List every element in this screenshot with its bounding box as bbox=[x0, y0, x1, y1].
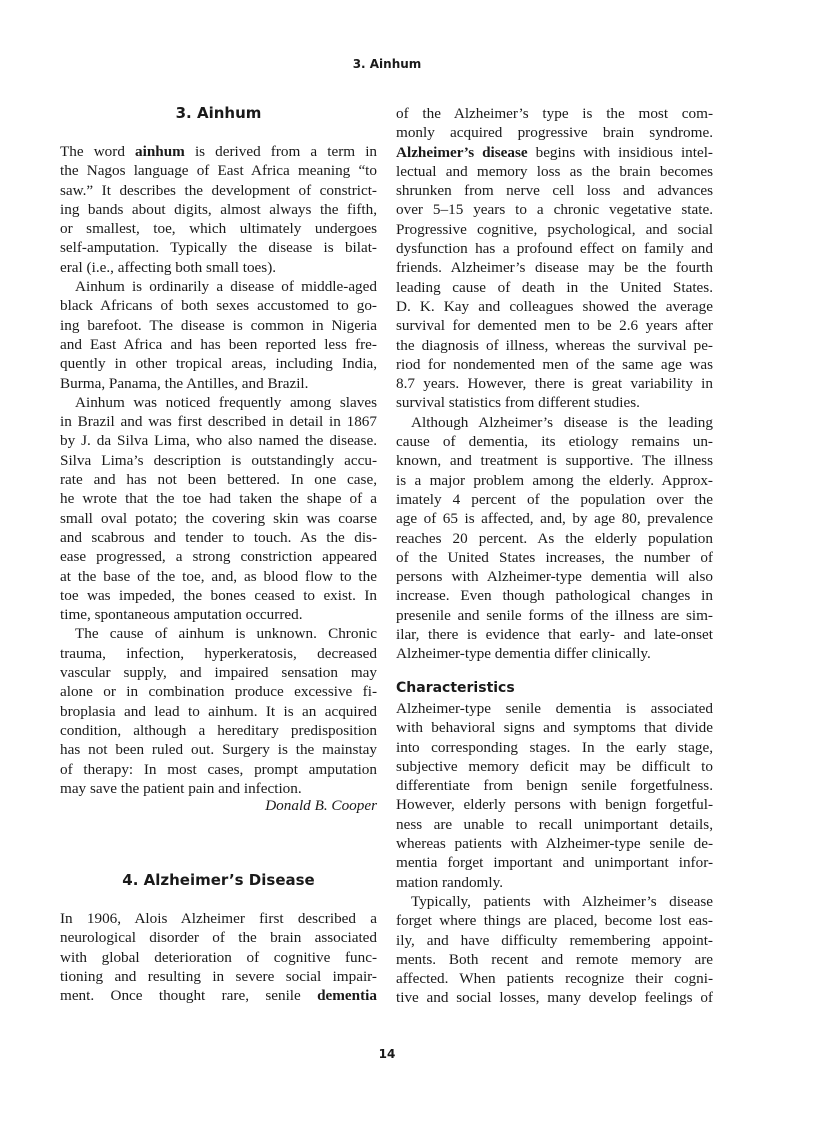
text-line: quently in other tropical areas, including India, bbox=[60, 355, 377, 373]
text-line: alone or in combination produce excessive fi- bbox=[60, 683, 377, 701]
text-line: known, and treatment is supportive. The illness bbox=[396, 452, 713, 470]
text-line: into corresponding stages. In the early stage, bbox=[396, 738, 713, 756]
text-line: time, spontaneous amputation occurred. bbox=[60, 606, 303, 624]
text-line: However, elderly persons with benign forgetful- bbox=[396, 796, 713, 814]
text-line: shrunken from nerve cell loss and advances bbox=[396, 182, 713, 200]
text-line: over 5–15 years to a chronic vegetative state. bbox=[396, 201, 713, 219]
text-line: black Africans of both sexes accustomed to go- bbox=[60, 297, 377, 315]
bold-term: dementia bbox=[317, 987, 377, 1005]
text-line: age of 65 is affected, and, by age 80, prevalence bbox=[396, 510, 713, 528]
text-line: rate and has not been bettered. In one case, bbox=[60, 471, 377, 489]
text-line: Although Alzheimer’s disease is the leading bbox=[411, 413, 713, 431]
text-line: 8.7 years. However, there is great variability in bbox=[396, 375, 713, 393]
text-line: lectual and memory loss as the brain becomes bbox=[396, 162, 713, 180]
text-line: by J. da Silva Lima, who also named the disease. bbox=[60, 432, 377, 450]
text-line: cause of dementia, its etiology remains un- bbox=[396, 433, 713, 451]
text-line: D. K. Kay and colleagues showed the average bbox=[396, 297, 713, 315]
text-line: ing barefoot. The disease is common in Nigeria bbox=[60, 316, 377, 334]
text-line: or smallest, toe, which ultimately undergoes bbox=[60, 220, 377, 238]
text-line: friends. Alzheimer’s disease may be the fourth bbox=[396, 259, 713, 277]
text-segment: begins with insidious intel- bbox=[527, 143, 713, 161]
text-line: condition, although a hereditary predisposition bbox=[60, 721, 377, 739]
alzheimers-body-right bbox=[396, 104, 713, 664]
running-head: 3. Ainhum bbox=[352, 57, 422, 71]
author-signature: Donald B. Cooper bbox=[265, 797, 377, 814]
text-line: riod for nondemented men of the same age was bbox=[396, 355, 713, 373]
text-line: persons with Alzheimer-type dementia will also bbox=[396, 568, 713, 586]
text-line bbox=[60, 142, 377, 161]
text-line: whereas patients with Alzheimer-type senile de- bbox=[396, 835, 713, 853]
text-line: Ainhum was noticed frequently among slaves bbox=[75, 393, 377, 411]
text-line: self-amputation. Typically the disease is bilat- bbox=[60, 239, 377, 257]
text-line: saw.” It describes the development of constrict- bbox=[60, 181, 377, 199]
text-line: monly acquired progressive brain syndrome. bbox=[396, 124, 713, 142]
text-line: he wrote that the toe had taken the shape of a bbox=[60, 490, 377, 508]
text-line: dysfunction has a profound effect on family and bbox=[396, 240, 713, 258]
text-line: The cause of ainhum is unknown. Chronic bbox=[75, 625, 377, 643]
text-line: is a major problem among the elderly. Approx- bbox=[396, 471, 713, 489]
text-line: presenile and senile forms of the illness are sim- bbox=[396, 606, 713, 624]
text-line: affected. When patients recognize their cogni- bbox=[396, 970, 713, 988]
text-line: reaches 20 percent. As the elderly population bbox=[396, 529, 713, 547]
text-line: survival statistics from different studies. bbox=[396, 394, 640, 412]
text-line: ilar, there is evidence that early- and late-onset bbox=[396, 626, 713, 644]
text-line: ments. Both recent and remote memory are bbox=[396, 950, 713, 968]
section-heading-alzheimers: 4. Alzheimer’s Disease bbox=[122, 871, 315, 889]
ainhum-body bbox=[60, 142, 377, 798]
text-segment: The word bbox=[60, 143, 136, 160]
text-line: the Nagos language of East Africa meaning “to bbox=[60, 162, 377, 180]
text-line: In 1906, Alois Alzheimer first described a bbox=[60, 910, 377, 927]
text-line: may save the patient pain and infection. bbox=[60, 779, 302, 797]
text-line bbox=[396, 143, 713, 162]
text-line: at the base of the toe, and, as blood flow to the bbox=[60, 567, 377, 585]
section-heading-ainhum: 3. Ainhum bbox=[175, 104, 262, 122]
text-line: the diagnosis of illness, whereas the survival pe- bbox=[396, 336, 713, 354]
text-line: small oval potato; the covering skin was coarse bbox=[60, 509, 377, 527]
text-line: in Brazil and was first described in detail in 1867 bbox=[60, 413, 377, 431]
text-line: and scabrous and tender to touch. As the dis- bbox=[60, 528, 377, 546]
text-line: Typically, patients with Alzheimer’s disease bbox=[411, 892, 713, 910]
text-line: of therapy: In most cases, prompt amputation bbox=[60, 760, 377, 778]
text-line: ease progressed, a strong constriction appeared bbox=[60, 548, 377, 566]
text-line: and East Africa and has been reported less fre- bbox=[60, 335, 377, 353]
text-line: Silva Lima’s description is outstandingly accu- bbox=[60, 451, 377, 469]
characteristics-body bbox=[396, 699, 713, 1008]
text-line: increase. Even though pathological changes in bbox=[396, 587, 713, 605]
text-line bbox=[60, 986, 377, 1005]
text-line: ing bands about digits, almost always the fifth, bbox=[60, 200, 377, 218]
text-line: neurological disorder of the brain associated bbox=[60, 929, 377, 947]
text-line: forget where things are placed, become lost eas- bbox=[396, 912, 713, 930]
text-line: imately 4 percent of the population over the bbox=[396, 490, 713, 508]
text-line: subjective memory deficit may be difficult to bbox=[396, 757, 713, 775]
subheading-characteristics: Characteristics bbox=[396, 680, 515, 696]
text-line: tioning and resulting in severe social impair- bbox=[60, 967, 377, 985]
text-line: leading cause of death in the United States. bbox=[396, 278, 713, 296]
bold-term: Alzheimer’s disease bbox=[396, 143, 528, 161]
text-line: trauma, infection, hyperkeratosis, decreased bbox=[60, 644, 377, 662]
text-line: of the Alzheimer’s type is the most com- bbox=[396, 105, 713, 122]
text-line: with behavioral signs and symptoms that divide bbox=[396, 719, 713, 737]
text-line: Progressive cognitive, psychological, and social bbox=[396, 220, 713, 238]
text-segment: is derived from a term in bbox=[184, 143, 378, 160]
text-line: with global deterioration of cognitive func- bbox=[60, 948, 377, 966]
text-line: broplasia and lead to ainhum. It is an acquired bbox=[60, 702, 377, 720]
text-line: Alzheimer-type senile dementia is associated bbox=[396, 700, 713, 717]
text-line: Ainhum is ordinarily a disease of middle-aged bbox=[75, 278, 377, 296]
text-line: of the United States increases, the number of bbox=[396, 548, 713, 566]
text-line: vascular supply, and impaired sensation may bbox=[60, 664, 377, 682]
text-line: has not been ruled out. Surgery is the mainstay bbox=[60, 741, 377, 759]
text-line: differentiate from benign senile forgetfulness. bbox=[396, 777, 713, 795]
bold-term: ainhum bbox=[135, 143, 185, 160]
text-line: survival for demented men to be 2.6 years after bbox=[396, 317, 713, 335]
text-line: ness are unable to recall unimportant details, bbox=[396, 815, 713, 833]
text-line: eral (i.e., affecting both small toes). bbox=[60, 258, 277, 276]
text-line: tive and social losses, many develop feelings of bbox=[396, 989, 713, 1007]
text-line: Alzheimer-type dementia differ clinically. bbox=[396, 645, 651, 663]
text-line: Burma, Panama, the Antilles, and Brazil. bbox=[60, 374, 309, 392]
alzheimers-intro-left bbox=[60, 909, 377, 1005]
text-line: ily, and have difficulty remembering appoint- bbox=[396, 931, 713, 949]
page-number: 14 bbox=[378, 1047, 396, 1061]
text-line: toe was impeded, the bones ceased to exist. In bbox=[60, 586, 377, 604]
text-line: mation randomly. bbox=[396, 873, 503, 891]
text-segment: ment. Once thought rare, senile bbox=[60, 987, 318, 1005]
text-line: mentia forget important and unimportant infor- bbox=[396, 854, 713, 872]
